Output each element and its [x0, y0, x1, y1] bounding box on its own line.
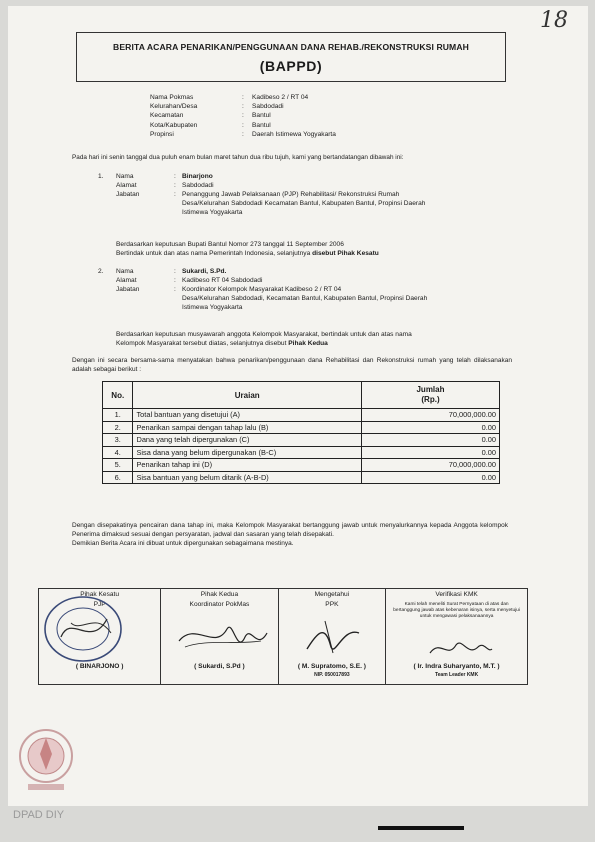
- party-one-name: Binarjono: [182, 173, 213, 180]
- signature-role: Pihak Kedua: [200, 591, 239, 598]
- identity-block: Nama Pokmas : Kadibeso 2 / RT 04 Kelurahan/Desa : Sabdodadi Kecamatan : Bantul Kota/Kabupaten : Bantul Propinsi : Daerah Istimewa Yogyakarta: [150, 94, 336, 138]
- identity-value: Bantul: [252, 121, 271, 129]
- field-label: Jabatan: [116, 191, 140, 198]
- closing-paragraph: Dengan disepakatinya pencairan dana tahap ini, maka Kelompok Masyarakat bertanggung jawab untuk menyalurkannya kepada Anggota kelompok Penerima dimaksud sesuai dengan persyaratan, jadwal dan sasaran yang telah disepakati.: [72, 522, 508, 538]
- identity-key: Kota/Kabupaten: [150, 121, 198, 129]
- party-two-address: Kadibeso RT 04 Sabdodadi: [182, 277, 263, 284]
- party-one-position-cont: Desa/Kelurahan Sabdodadi Kecamatan Bantul, Kabupaten Bantul, Propinsi Daerah: [182, 200, 426, 207]
- party-one-notes: [116, 240, 379, 258]
- column-header-jumlah: Jumlah (Rp.): [362, 382, 500, 409]
- signature-scribble: [175, 611, 271, 661]
- table-row: 3. Dana yang telah dipergunakan (C) 0.00: [103, 434, 500, 447]
- signature-pihak-kedua: [161, 589, 278, 685]
- fund-table: [102, 381, 500, 484]
- signature-role: Mengetahui: [314, 591, 350, 598]
- signature-table: [38, 588, 528, 685]
- party-one-role-text: Bertindak untuk dan atas nama Pemerintah Indonesia, selanjutnya: [116, 250, 313, 257]
- signature-role: Pihak Kesatu: [80, 591, 120, 598]
- party-one-decree: Berdasarkan keputusan Bupati Bantul Nomor 273 tanggal 11 September 2006: [116, 241, 344, 248]
- signer-nip: NIP. 050017893: [314, 672, 350, 678]
- party-one-position-cont: Istimewa Yogyakarta: [182, 209, 243, 216]
- party-two: 2. Nama : Sukardi, S.Pd. Alamat : Kadibeso RT 04 Sabdodadi Jabatan : Koordinator Kelompok Masyarakat Kadibeso 2 / RT 04 Desa/Kelurahan Sabdodadi, Kecamatan Bantul, Kabupaten Bantul, Propinsi Daerah Istimewa Yogyakarta: [98, 267, 502, 312]
- party-one-role-label: disebut Pihak Kesatu: [312, 250, 379, 257]
- field-label: Nama: [116, 268, 134, 275]
- statement-text: Dengan ini secara bersama-sama menyatakan bahwa penarikan/penggunaan dana Rehabilitasi dan Rekonstruksi rumah yang telah dilaksanakan adalah sebagai berikut :: [72, 357, 512, 373]
- identity-value: Sabdodadi: [252, 103, 284, 111]
- signer-name: ( Ir. Indra Suharyanto, M.T. ): [413, 663, 500, 670]
- identity-key: Kelurahan/Desa: [150, 103, 198, 111]
- title-box: [76, 32, 506, 82]
- stamp-seal: [41, 593, 133, 665]
- watermark-text: DPAD DIY: [13, 809, 65, 821]
- emblem-logo: [16, 724, 76, 798]
- closing-statement: Demikian Berita Acara ini dibuat untuk dipergunakan sebagaimana mestinya.: [72, 540, 294, 547]
- field-label: Alamat: [116, 182, 137, 189]
- signer-name: ( Sukardi, S.Pd ): [194, 663, 245, 670]
- identity-value: Bantul: [252, 112, 271, 120]
- party-two-notes: [116, 330, 511, 348]
- party-two-role-text: Kelompok Masyarakat tersebut diatas, selanjutnya disebut: [116, 340, 289, 347]
- party-two-position-cont: Istimewa Yogyakarta: [182, 304, 243, 311]
- footer-bar: [378, 826, 464, 830]
- signature-subrole: PJP: [93, 601, 106, 608]
- party-one-position: Penanggung Jawab Pelaksanaan (PJP) Rehabilitasi/ Rekonstruksi Rumah: [182, 191, 400, 198]
- closing-text: [72, 521, 508, 548]
- verification-statement: Kami telah meneliti Surat Pernyataan di atas dan bertanggung jawab atas kebenaran isinya, serta menyetujui untuk mengawasi pelaksanaannya: [393, 602, 520, 619]
- signature-subrole: Koordinator PokMas: [189, 601, 250, 608]
- signature-subrole: PPK: [325, 601, 339, 608]
- party-two-decree: Berdasarkan keputusan musyawarah anggota Kelompok Masyarakat, bertindak untuk dan atas nama: [116, 331, 412, 338]
- signature-scribble: [299, 613, 369, 659]
- table-row: 1. Total bantuan yang disetujui (A) 70,000,000.00: [103, 409, 500, 422]
- signer-title: Team Leader KMK: [434, 672, 479, 678]
- column-header-no: No.: [103, 382, 133, 409]
- table-row: 2. Penarikan sampai dengan tahap lalu (B) 0.00: [103, 421, 500, 434]
- signature-scribble: [426, 633, 496, 663]
- signature-pihak-kesatu: [39, 589, 161, 685]
- signature-verifikasi: [386, 589, 528, 685]
- document-acronym: (BAPPD): [259, 58, 323, 74]
- party-number: 1.: [98, 173, 104, 180]
- document-title: BERITA ACARA PENARIKAN/PENGGUNAAN DANA REHAB./REKONSTRUKSI RUMAH: [113, 42, 469, 52]
- signer-name: ( M. Supratomo, S.E. ): [297, 663, 366, 670]
- column-header-uraian: Uraian: [133, 382, 362, 409]
- intro-text: Pada hari ini senin tanggal dua puluh enam bulan maret tahun dua ribu tujuh, kami yang bertandatangan dibawah ini:: [72, 154, 404, 161]
- party-two-name: Sukardi, S.Pd.: [182, 268, 227, 275]
- identity-key: Nama Pokmas: [150, 94, 194, 101]
- signature-role: Verifikasi KMK: [435, 591, 478, 598]
- identity-key: Propinsi: [150, 130, 174, 138]
- party-two-position: Koordinator Kelompok Masyarakat Kadibeso 2 / RT 04: [182, 286, 342, 293]
- table-row: 6. Sisa bantuan yang belum ditarik (A-B-D) 0.00: [103, 471, 500, 484]
- party-number: 2.: [98, 268, 104, 275]
- table-row: 5. Penarikan tahap ini (D) 70,000,000.00: [103, 459, 500, 472]
- page-number: 18: [540, 8, 568, 33]
- table-row: 4. Sisa dana yang belum dipergunakan (B-C) 0.00: [103, 446, 500, 459]
- party-two-position-cont: Desa/Kelurahan Sabdodadi, Kecamatan Bantul, Kabupaten Bantul, Propinsi Daerah: [182, 295, 428, 302]
- party-two-role-label: Pihak Kedua: [288, 340, 328, 347]
- field-label: Alamat: [116, 277, 137, 284]
- signature-mengetahui: [278, 589, 386, 685]
- signer-name: ( BINARJONO ): [75, 663, 124, 670]
- identity-value: Kadibeso 2 / RT 04: [252, 94, 309, 101]
- party-one: 1. Nama : Binarjono Alamat : Sabdodadi Jabatan : Penanggung Jawab Pelaksanaan (PJP) Rehabilitasi/ Rekonstruksi Rumah Desa/Kelurahan Sabdodadi Kecamatan Bantul, Kabupaten Bantul, Propinsi Daerah Istimewa Yogyakarta: [98, 172, 502, 217]
- identity-key: Kecamatan: [150, 112, 184, 120]
- party-one-address: Sabdodadi: [182, 182, 214, 189]
- identity-value: Daerah Istimewa Yogyakarta: [252, 130, 336, 138]
- field-label: Jabatan: [116, 286, 140, 293]
- field-label: Nama: [116, 173, 134, 180]
